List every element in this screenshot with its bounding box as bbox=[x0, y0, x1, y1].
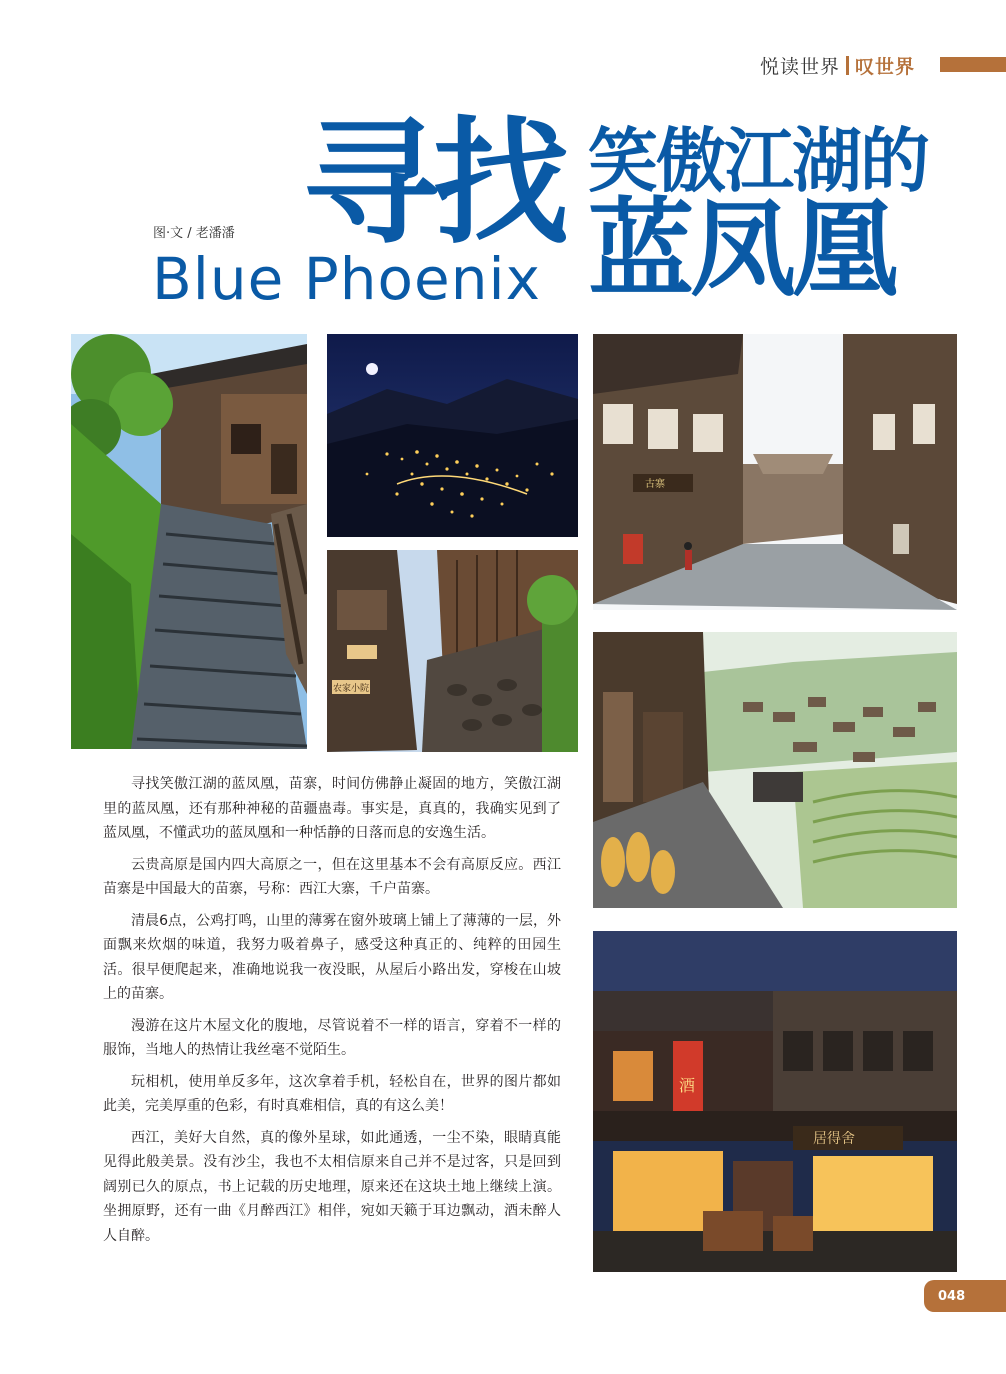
article-paragraph: 漫游在这片木屋文化的腹地，尽管说着不一样的语言，穿着不一样的服饰，当地人的热情让我丝毫不觉陌生。 bbox=[103, 1017, 561, 1058]
page-number: 048 bbox=[938, 1288, 966, 1304]
article-paragraph: 寻找笑傲江湖的蓝凤凰，苗寨，时间仿佛静止凝固的地方，笑傲江湖里的蓝凤凰，还有那种神秘的苗疆蛊毒。事实是，真真的，我确实见到了蓝凤凰，不懂武功的蓝凤凰和一种恬静的日落而息的安逸生活。 bbox=[103, 776, 561, 841]
header-accent-bar bbox=[940, 57, 1006, 72]
title-line-1: 笑傲江湖的 bbox=[588, 119, 928, 202]
section-header bbox=[760, 52, 915, 78]
night-valley-photo bbox=[327, 334, 578, 537]
section-subtitle: 叹世界 bbox=[855, 55, 916, 78]
byline: 图·文 / 老潘潘 bbox=[153, 226, 235, 241]
title-line-2: 蓝凤凰 bbox=[588, 186, 894, 311]
article-body bbox=[103, 772, 561, 1255]
night-shopfront-photo bbox=[593, 931, 957, 1272]
wine-sign-text: 酒 bbox=[679, 1076, 696, 1095]
title-large: 寻找 bbox=[303, 103, 563, 263]
stone-steps-photo bbox=[71, 334, 307, 749]
english-title: Blue Phoenix bbox=[152, 245, 541, 313]
alley-sign-text: 农家小院 bbox=[333, 684, 370, 694]
page-number-tab bbox=[924, 1280, 1006, 1312]
section-title: 悦读世界 bbox=[760, 55, 841, 78]
section-divider bbox=[846, 56, 849, 75]
shop-sign-text: 居得舍 bbox=[813, 1131, 855, 1147]
article-paragraph: 玩相机，使用单反多年，这次拿着手机，轻松自在，世界的图片都如此美，完美厚重的色彩，有时真难相信，真的有这么美！ bbox=[103, 1073, 561, 1114]
article-paragraph: 清晨6点，公鸡打鸣，山里的薄雾在窗外玻璃上铺上了薄薄的一层，外面飘来炊烟的味道，我努力吸着鼻子，感受这种真正的、纯粹的田园生活。很早便爬起来，准确地说我一夜没眠，从屋后小路出发，穿梭在山坡上的苗寨。 bbox=[103, 912, 561, 1002]
alley-photo bbox=[327, 550, 578, 752]
street-sign-text: 古寨 bbox=[645, 479, 665, 490]
terraces-photo bbox=[593, 632, 957, 908]
article-paragraph: 云贵高原是国内四大高原之一，但在这里基本不会有高原反应。西江苗寨是中国最大的苗寨，号称：西江大寨，千户苗寨。 bbox=[103, 856, 561, 897]
article-paragraph: 西江，美好大自然，真的像外星球，如此通透，一尘不染，眼睛真能见得此般美景。没有沙尘，我也不太相信原来自己并不是过客，只是回到阔别已久的原点，书上记载的历史地理，原来还在这块土地上继续上演。坐拥原野，还有一曲《月醉西江》相伴，宛如天籁于耳边飘动，酒未醉人人自醉。 bbox=[103, 1129, 561, 1244]
street-photo bbox=[593, 334, 957, 610]
